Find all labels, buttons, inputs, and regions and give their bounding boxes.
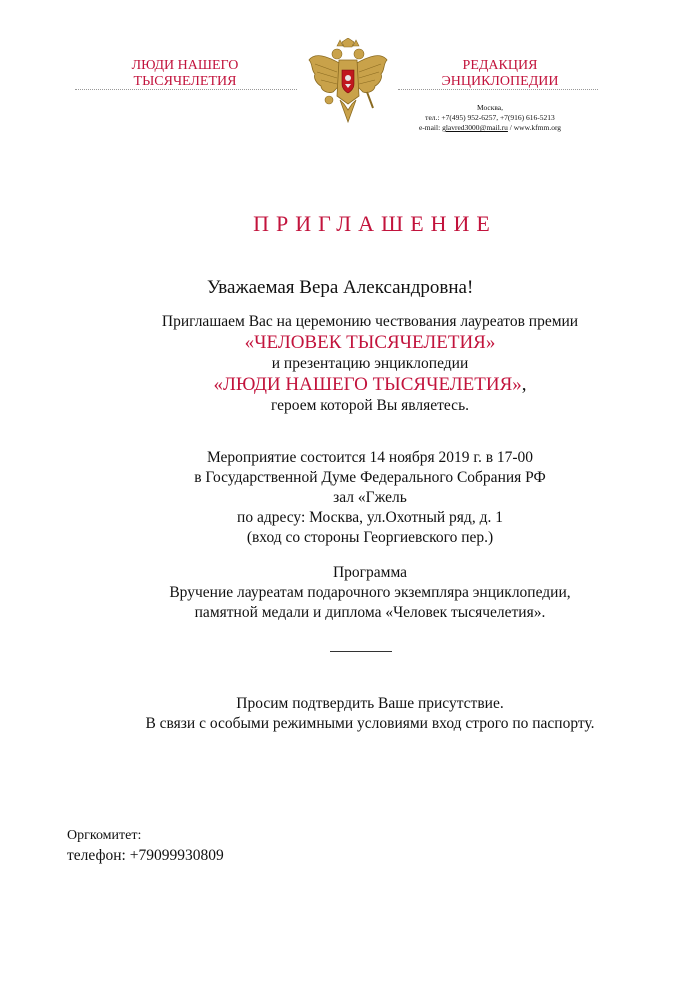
- greeting: Уважаемая Вера Александровна!: [207, 277, 474, 298]
- header-left-title: [110, 58, 260, 90]
- email-link[interactable]: glavred3000@mail.ru: [442, 123, 508, 132]
- organizing-committee: Оргкомитет:: [67, 828, 142, 843]
- event-details: [120, 448, 620, 548]
- header-left-line1: ЛЮДИ НАШЕГО: [131, 58, 239, 73]
- program-line1: Вручение лауреатам подарочного экземпляра энциклопедии,: [169, 584, 571, 601]
- header-right-title: [420, 58, 580, 90]
- program-line2: памятной медали и диплома «Человек тысячелетия».: [194, 604, 546, 621]
- event-entrance: (вход со стороны Георгиевского пер.): [246, 529, 494, 546]
- contact-tel: тел.: +7(495) 952-6257, +7(916) 616-5213: [425, 113, 555, 122]
- closing-line1: Просим подтвердить Ваше присутствие.: [236, 695, 504, 712]
- invitation-title: ПРИГЛАШЕНИЕ: [253, 211, 497, 236]
- section-divider: [330, 651, 392, 652]
- header-right-line2: ЭНЦИКЛОПЕДИИ: [441, 74, 559, 89]
- program-block: [120, 563, 620, 623]
- closing-block: [110, 694, 630, 734]
- encyclopedia-line: [120, 374, 620, 396]
- closing-line2: В связи с особыми режимными условиями вход строго по паспорту.: [145, 715, 595, 732]
- invite-line1: Приглашаем Вас на церемонию чествования лауреатов премии: [161, 313, 579, 330]
- event-date: Мероприятие состоится 14 ноября 2019 г. в 17-00: [206, 449, 534, 466]
- header-right-divider: [398, 89, 598, 90]
- double-headed-eagle-icon: [307, 38, 389, 128]
- event-address: по адресу: Москва, ул.Охотный ряд, д. 1: [237, 509, 503, 526]
- committee-phone: телефон: +79099930809: [67, 847, 224, 864]
- contact-web: [390, 123, 590, 133]
- website: www.kfmm.org: [513, 123, 562, 132]
- encyclopedia-comma: ,: [521, 374, 527, 395]
- invite-line5: героем которой Вы являетесь.: [270, 397, 470, 414]
- award-name: «ЧЕЛОВЕК ТЫСЯЧЕЛЕТИЯ»: [244, 332, 496, 353]
- invite-line3: и презентацию энциклопедии: [271, 355, 469, 372]
- event-hall: зал «Гжель: [333, 489, 407, 506]
- program-heading: Программа: [332, 564, 408, 581]
- header-left-line2: ТЫСЯЧЕЛЕТИЯ: [133, 74, 237, 89]
- contact-city: Москва,: [476, 103, 504, 112]
- email-separator: /: [507, 123, 514, 132]
- header-right-line1: РЕДАКЦИЯ: [462, 58, 538, 73]
- email-prefix: e-mail:: [418, 123, 443, 132]
- encyclopedia-name: «ЛЮДИ НАШЕГО ТЫСЯЧЕЛЕТИЯ»: [213, 374, 522, 395]
- header-left-divider: [75, 89, 297, 90]
- event-place: в Государственной Думе Федерального Собрания РФ: [194, 469, 546, 486]
- contact-block: [390, 103, 590, 133]
- invitation-body: [120, 312, 620, 416]
